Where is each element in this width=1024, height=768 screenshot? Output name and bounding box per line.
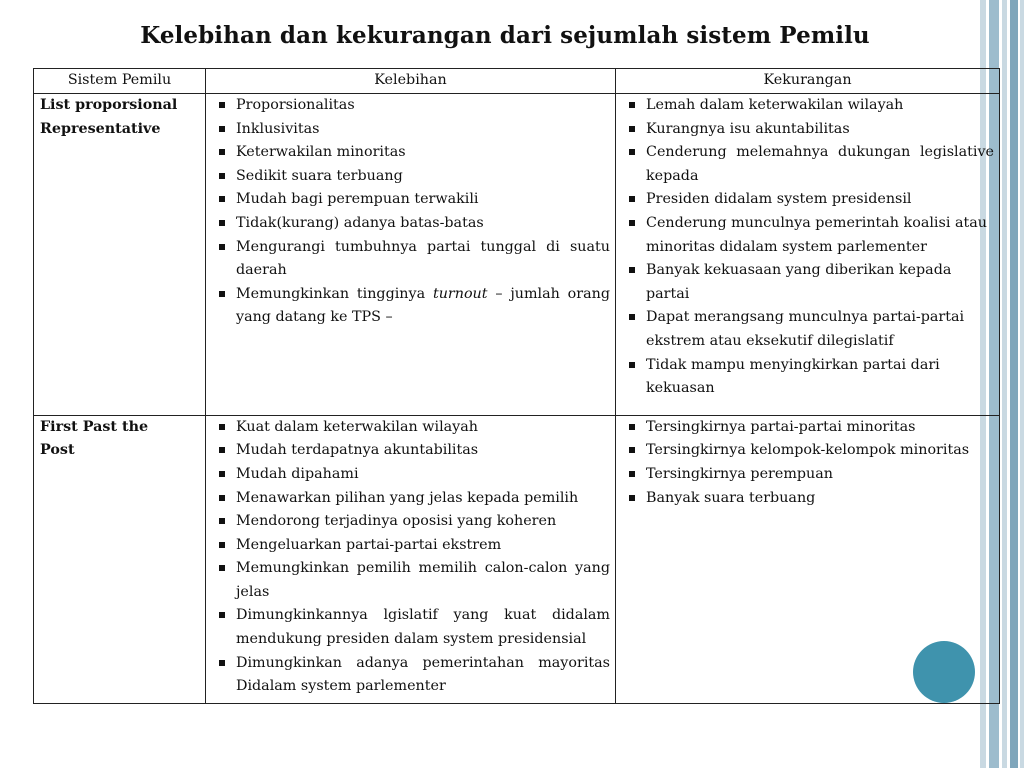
list-item: Mengeluarkan partai-partai ekstrem xyxy=(212,534,610,558)
list-item: Memungkinkan pemilih memilih calon-calon yang jelas xyxy=(212,557,610,604)
table-row xyxy=(34,94,1000,416)
list-item: Cenderung munculnya pemerintah koalisi atau minoritas didalam system parlementer xyxy=(622,212,994,259)
system-name-line: List proporsional xyxy=(40,97,178,113)
list-item: Mendorong terjadinya oposisi yang koheren xyxy=(212,510,610,534)
kekurangan-cell xyxy=(616,94,1000,416)
system-name-cell xyxy=(34,415,206,703)
header-kekurangan: Kekurangan xyxy=(616,69,1000,94)
list-item: Tersingkirnya partai-partai minoritas xyxy=(622,416,994,440)
list-item: Menawarkan pilihan yang jelas kepada pemilih xyxy=(212,487,610,511)
list-item: Cenderung melemahnya dukungan legislative kepada xyxy=(622,141,994,188)
decorative-circle xyxy=(913,641,975,703)
list-item: Mudah terdapatnya akuntabilitas xyxy=(212,439,610,463)
list-item: Tersingkirnya perempuan xyxy=(622,463,994,487)
list-item: Banyak kekuasaan yang diberikan kepada partai xyxy=(622,259,994,306)
list-item: Inklusivitas xyxy=(212,118,610,142)
list-item: Mudah dipahami xyxy=(212,463,610,487)
list-item: Banyak suara terbuang xyxy=(622,487,994,511)
table-row xyxy=(34,415,1000,703)
list-item: Sedikit suara terbuang xyxy=(212,165,610,189)
stripe xyxy=(1010,0,1018,768)
item-text-italic: turnout xyxy=(432,285,488,302)
list-item: Mudah bagi perempuan terwakili xyxy=(212,188,610,212)
list-item xyxy=(212,283,610,330)
comparison-table xyxy=(33,68,1000,704)
kekurangan-list xyxy=(622,94,994,415)
list-item: Kurangnya isu akuntabilitas xyxy=(622,118,994,142)
list-item: Tersingkirnya kelompok-kelompok minoritas xyxy=(622,439,994,463)
list-item: Lemah dalam keterwakilan wilayah xyxy=(622,94,994,118)
stripe xyxy=(1002,0,1007,768)
kelebihan-list xyxy=(212,416,610,703)
system-name-line: Representative xyxy=(40,120,161,137)
table-header-row xyxy=(34,69,1000,94)
header-kelebihan: Kelebihan xyxy=(206,69,616,94)
list-item: Proporsionalitas xyxy=(212,94,610,118)
kelebihan-list xyxy=(212,94,610,338)
stripe xyxy=(1020,0,1024,768)
kekurangan-list xyxy=(622,416,994,518)
item-text: – jumlah orang yang datang ke TPS – xyxy=(236,285,610,326)
list-item: Dimungkinkan adanya pemerintahan mayoritas Didalam system parlementer xyxy=(212,652,610,699)
kelebihan-cell xyxy=(206,94,616,416)
kelebihan-cell xyxy=(206,415,616,703)
list-item: Dimungkinkannya lgislatif yang kuat didalam mendukung presiden dalam system presidensial xyxy=(212,604,610,651)
list-item: Kuat dalam keterwakilan wilayah xyxy=(212,416,610,440)
system-name-line: Post xyxy=(40,442,75,459)
list-item: Tidak(kurang) adanya batas-batas xyxy=(212,212,610,236)
item-text: Memungkinkan tingginya xyxy=(236,285,433,302)
list-item: Dapat merangsang munculnya partai-partai ekstrem atau eksekutif dilegislatif xyxy=(622,306,994,353)
list-item: Tidak mampu menyingkirkan partai dari kekuasan xyxy=(622,354,994,401)
header-sistem-pemilu: Sistem Pemilu xyxy=(34,69,206,94)
list-item: Keterwakilan minoritas xyxy=(212,141,610,165)
system-name-cell xyxy=(34,94,206,416)
system-name-line: First Past the xyxy=(40,418,149,435)
list-item: Mengurangi tumbuhnya partai tunggal di suatu daerah xyxy=(212,236,610,283)
list-item: Presiden didalam system presidensil xyxy=(622,188,994,212)
page-title: Kelebihan dan kekurangan dari sejumlah sistem Pemilu xyxy=(140,22,870,49)
